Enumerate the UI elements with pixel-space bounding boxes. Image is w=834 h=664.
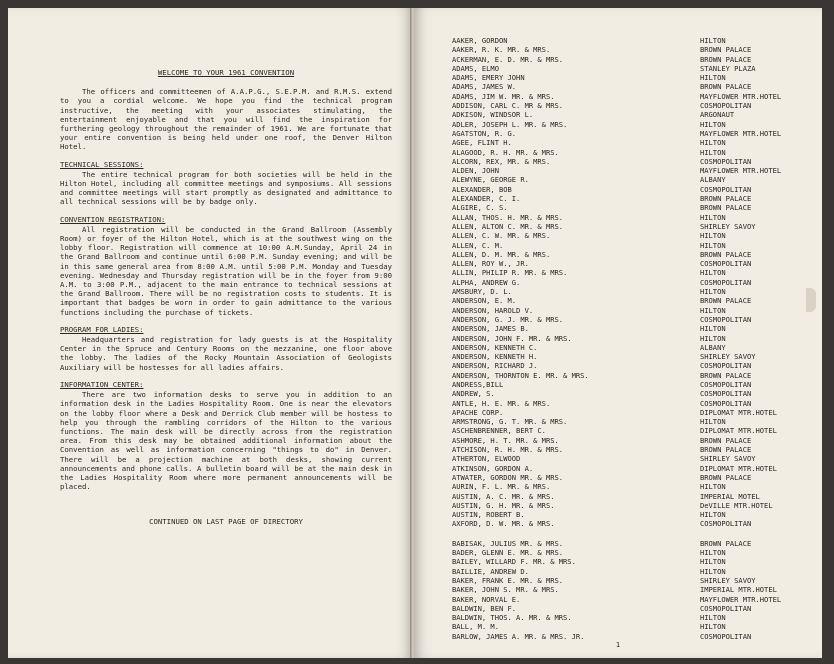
attendee-name: AGEE, FLINT H. bbox=[452, 138, 512, 148]
directory-row bbox=[452, 203, 810, 212]
hotel-name: BROWN PALACE bbox=[700, 370, 752, 380]
hotel-name: HILTON bbox=[700, 287, 726, 297]
attendee-name: BAKER, FRANK E. MR. & MRS. bbox=[452, 575, 564, 585]
hotel-name: SHIRLEY SAVOY bbox=[700, 575, 756, 585]
directory-row bbox=[452, 371, 810, 380]
directory-row bbox=[452, 92, 810, 101]
attendee-name: ALLEN, ROY W., JR. bbox=[452, 259, 529, 269]
hotel-name: IMPERIAL MOTEL bbox=[700, 491, 760, 501]
attendee-name: BALL, M. M. bbox=[452, 622, 499, 632]
directory-row bbox=[452, 157, 810, 166]
directory-row bbox=[452, 259, 810, 268]
attendee-name: ANDERSON, G. J. MR. & MRS. bbox=[452, 314, 564, 324]
hotel-name: MAYFLOWER MTR.HOTEL bbox=[700, 166, 782, 176]
hotel-name: BROWN PALACE bbox=[700, 203, 752, 213]
attendee-name: ALLEN, ALTON C. MR. & MRS. bbox=[452, 221, 564, 231]
attendee-name: ALLIN, PHILIP R. MR. & MRS. bbox=[452, 268, 568, 278]
convention-title: WELCOME TO YOUR 1961 CONVENTION bbox=[157, 68, 295, 77]
attendee-name: AUSTIN, G. H. MR. & MRS. bbox=[452, 500, 555, 510]
attendee-name: ALLEN, C. M. bbox=[452, 240, 504, 250]
attendee-name: AAKER, R. K. MR. & MRS. bbox=[452, 45, 551, 55]
page-number: 1 bbox=[615, 640, 621, 649]
hotel-name: HILTON bbox=[700, 613, 726, 623]
hotel-name: BROWN PALACE bbox=[700, 296, 752, 306]
hotel-name: COSMOPOLITAN bbox=[700, 631, 752, 641]
directory-row bbox=[452, 324, 810, 333]
intro-paragraph: The officers and committeemen of A.A.P.G., S.E.P.M. and R.M.S. extend to you a cordial welcome. We hope you find the technical program instructive, the meeting with your associates stimulating, the entertainment enjoyable and that you will find the inspiration for furthering geology throughout the remainder of 1961. We are fortunate that your entire convention is being held under one roof, the Denver Hilton Hotel. bbox=[60, 87, 392, 152]
attendee-name: ALLAN, THOS. H. MR. & MRS. bbox=[452, 212, 564, 222]
attendee-name: ANDERSON, E. M. bbox=[452, 296, 517, 306]
section-text-information: There are two information desks to serve you in addition to an information desk in the Ladies Hospitality Room. One is near the elevators on the lobby floor where a Desk and Derrick Club member will be hostess to help you through the rambling corridors of the Hilton to the various functions. The main desk will be directly across from the registration area. From this desk may be obtained additional information about the Convention as well as information concerning "things to do" in Denver. There will be a projection machine at both desks, showing current announcements and phone calls. A bulletin board will be at the main desk in the Ladies Hospitality Room where more permanent announcements will be placed. bbox=[60, 390, 392, 492]
attendee-name: ALEXANDER, BOB bbox=[452, 184, 512, 194]
directory-row bbox=[452, 613, 810, 622]
hotel-name: BROWN PALACE bbox=[700, 538, 752, 548]
directory-row bbox=[452, 622, 810, 631]
section-text-ladies: Headquarters and registration for lady guests is at the Hospitality Center in the Spruce and Century Rooms on the mezzanine, one floor above the lobby. The ladies of the Rocky Mountain Association of Geologists Auxiliary will be hostesses for all ladies affairs. bbox=[60, 335, 392, 372]
hotel-name: BROWN PALACE bbox=[700, 45, 752, 55]
hotel-name: HILTON bbox=[700, 147, 726, 157]
right-page bbox=[414, 8, 822, 658]
attendee-name: ADAMS, EMERY JOHN bbox=[452, 73, 525, 83]
directory-row bbox=[452, 334, 810, 343]
directory-row bbox=[452, 595, 810, 604]
attendee-name: BALDWIN, BEN F. bbox=[452, 603, 517, 613]
directory-row bbox=[452, 213, 810, 222]
directory-row bbox=[452, 185, 810, 194]
directory-row bbox=[452, 241, 810, 250]
attendee-name: ADAMS, JIM W. MR. & MRS. bbox=[452, 91, 555, 101]
directory-row bbox=[452, 166, 810, 175]
hotel-name: BROWN PALACE bbox=[700, 54, 752, 64]
hotel-name: STANLEY PLAZA bbox=[700, 63, 756, 73]
directory-row bbox=[452, 548, 810, 557]
attendee-name: ANDERSON, HAROLD V. bbox=[452, 305, 534, 315]
continued-footer: CONTINUED ON LAST PAGE OF DIRECTORY bbox=[149, 517, 303, 527]
directory-row bbox=[452, 110, 810, 119]
directory-row bbox=[452, 268, 810, 277]
hotel-name: HILTON bbox=[700, 305, 726, 315]
directory-row bbox=[452, 138, 810, 147]
directory-row bbox=[452, 296, 810, 305]
attendee-name: BALDWIN, THOS. A. MR. & MRS. bbox=[452, 613, 572, 623]
directory-row bbox=[452, 501, 810, 510]
hotel-name: BROWN PALACE bbox=[700, 249, 752, 259]
attendee-name: ARMSTRONG, G. T. MR. & MRS. bbox=[452, 417, 568, 427]
hotel-name: HILTON bbox=[700, 324, 726, 334]
hotel-name: BROWN PALACE bbox=[700, 435, 752, 445]
hotel-name: COSMOPOLITAN bbox=[700, 361, 752, 371]
directory-row bbox=[452, 222, 810, 231]
hotel-name: BROWN PALACE bbox=[700, 194, 752, 204]
directory-row bbox=[452, 101, 810, 110]
hotel-name: COSMOPOLITAN bbox=[700, 389, 752, 399]
section-text-registration: All registration will be conducted in the Grand Ballroom (Assembly Room) or foyer of the Hilton Hotel, which is at the southwest wing on the lobby floor. Registration will commence at 10:00 A.M.Sunday, April 24 in the Grand Ballroom and continue until 6:00 P.M. Sunday evening; and will be in this same general area from 8:00 A.M. until 5:00 P.M. Monday and Tuesday evening. Wednesday and Thursday registration will be in the foyer from 9:00 A.M. to 3:00 P.M., adjacent to the main entrance to technical sessions at the Grand Ballroom. There will be no registration costs to students. It is important that badges be worn in order to gain admittance to the various functions including the purchase of tickets. bbox=[60, 224, 392, 317]
attendee-name: ALLEN, C. W. MR. & MRS. bbox=[452, 231, 551, 241]
hotel-name: DIPLOMAT MTR.HOTEL bbox=[700, 407, 777, 417]
directory-row bbox=[452, 604, 810, 613]
hotel-name: HILTON bbox=[700, 548, 726, 558]
hotel-name: HILTON bbox=[700, 482, 726, 492]
attendee-name: ALDEN, JOHN bbox=[452, 166, 499, 176]
hotel-name: SHIRLEY SAVOY bbox=[700, 221, 756, 231]
hotel-name: COSMOPOLITAN bbox=[700, 184, 752, 194]
directory-row bbox=[452, 576, 810, 585]
hotel-name: DIPLOMAT MTR.HOTEL bbox=[700, 426, 777, 436]
directory-row bbox=[452, 73, 810, 82]
directory-row bbox=[452, 539, 810, 548]
attendee-name: ANDREW, S. bbox=[452, 389, 495, 399]
directory-row bbox=[452, 454, 810, 463]
group-separator bbox=[452, 529, 810, 539]
hotel-name: HILTON bbox=[700, 622, 726, 632]
hotel-name: SHIRLEY SAVOY bbox=[700, 454, 756, 464]
attendee-name: ALAGOOD, R. H. MR. & MRS. bbox=[452, 147, 559, 157]
attendee-name: ATHERTON, ELWOOD bbox=[452, 454, 521, 464]
attendee-name: ALPHA, ANDREW G. bbox=[452, 277, 521, 287]
directory-row bbox=[452, 492, 810, 501]
directory-row bbox=[452, 482, 810, 491]
attendee-name: ADLER, JOSEPH L. MR. & MRS. bbox=[452, 119, 568, 129]
hotel-name: HILTON bbox=[700, 268, 726, 278]
section-heading-registration: CONVENTION REGISTRATION: bbox=[60, 214, 166, 224]
directory-row bbox=[452, 436, 810, 445]
directory-row bbox=[452, 380, 810, 389]
hotel-name: COSMOPOLITAN bbox=[700, 379, 752, 389]
directory-row bbox=[452, 399, 810, 408]
directory-row bbox=[452, 519, 810, 528]
attendee-name: ADAMS, JAMES W. bbox=[452, 82, 517, 92]
directory-row bbox=[452, 250, 810, 259]
directory-row bbox=[452, 632, 810, 641]
attendee-name: BAILEY, WILLARD F. MR. & MRS. bbox=[452, 557, 576, 567]
directory-row bbox=[452, 315, 810, 324]
hotel-name: COSMOPOLITAN bbox=[700, 398, 752, 408]
attendee-name: AUSTIN, ROBERT B. bbox=[452, 510, 525, 520]
directory-row bbox=[452, 352, 810, 361]
directory-group-a bbox=[452, 36, 810, 529]
hotel-name: HILTON bbox=[700, 417, 726, 427]
attendee-name: ATWATER, GORDON MR. & MRS. bbox=[452, 472, 564, 482]
directory-row bbox=[452, 64, 810, 73]
section-text-technical: The entire technical program for both societies will be held in the Hilton Hotel, including all committee meetings and symposiums. All sessions and committee meetings will start promptly as designated and admittance to all technical sessions will be by badge only. bbox=[60, 169, 392, 207]
hotel-name: MAYFLOWER MTR.HOTEL bbox=[700, 128, 782, 138]
directory-group-b bbox=[452, 539, 810, 641]
hotel-name: SHIRLEY SAVOY bbox=[700, 352, 756, 362]
directory-row bbox=[452, 464, 810, 473]
hotel-name: HILTON bbox=[700, 240, 726, 250]
directory-row bbox=[452, 82, 810, 91]
attendee-name: AURIN, F. L. MR. & MRS. bbox=[452, 482, 551, 492]
directory-row bbox=[452, 445, 810, 454]
attendee-name: ANDERSON, THORNTON E. MR. & MRS. bbox=[452, 370, 589, 380]
section-heading-ladies: PROGRAM FOR LADIES: bbox=[60, 324, 144, 334]
attendee-name: ANDRESS,BILL bbox=[452, 379, 504, 389]
hotel-name: HILTON bbox=[700, 73, 726, 83]
directory-row bbox=[452, 473, 810, 482]
attendee-name: ADKISON, WINDSOR L. bbox=[452, 110, 534, 120]
page-tab bbox=[806, 288, 816, 312]
attendee-name: ALEWYNE, GEORGE R. bbox=[452, 175, 529, 185]
section-heading-technical: TECHNICAL SESSIONS: bbox=[60, 159, 144, 169]
directory-row bbox=[452, 55, 810, 64]
attendee-name: ALEXANDER, C. I. bbox=[452, 194, 521, 204]
directory-row bbox=[452, 585, 810, 594]
hotel-name: HILTON bbox=[700, 138, 726, 148]
directory-row bbox=[452, 36, 810, 45]
attendee-name: ANDERSON, KENNETH C. bbox=[452, 342, 538, 352]
hotel-name: ALBANY bbox=[700, 342, 726, 352]
directory-row bbox=[452, 306, 810, 315]
attendee-name: ALLEN, D. M. MR. & MRS. bbox=[452, 249, 551, 259]
attendee-name: BARLOW, JAMES A. MR. & MRS. JR. bbox=[452, 631, 585, 641]
attendee-name: AXFORD, D. W. MR. & MRS. bbox=[452, 519, 555, 529]
hotel-name: HILTON bbox=[700, 510, 726, 520]
hotel-name: IMPERIAL MTR.HOTEL bbox=[700, 585, 777, 595]
section-heading-information: INFORMATION CENTER: bbox=[60, 379, 144, 389]
directory-row bbox=[452, 343, 810, 352]
hotel-name: BROWN PALACE bbox=[700, 445, 752, 455]
directory-row bbox=[452, 389, 810, 398]
attendee-name: ATCHISON, R. H. MR. & MRS. bbox=[452, 445, 564, 455]
directory-row bbox=[452, 231, 810, 240]
hotel-name: BROWN PALACE bbox=[700, 472, 752, 482]
hotel-name: COSMOPOLITAN bbox=[700, 101, 752, 111]
attendee-name: ASCHENBRENNER, BERT C. bbox=[452, 426, 546, 436]
attendee-name: AUSTIN, A. C. MR. & MRS. bbox=[452, 491, 555, 501]
directory-row bbox=[452, 278, 810, 287]
attendee-name: ACKERMAN, E. D. MR. & MRS. bbox=[452, 54, 564, 64]
hotel-name: COSMOPOLITAN bbox=[700, 156, 752, 166]
directory-row bbox=[452, 408, 810, 417]
attendee-name: BAKER, NORVAL E. bbox=[452, 594, 521, 604]
hotel-name: COSMOPOLITAN bbox=[700, 277, 752, 287]
attendee-name: AAKER, GORDON bbox=[452, 36, 508, 45]
hotel-name: HILTON bbox=[700, 333, 726, 343]
directory-row bbox=[452, 194, 810, 203]
left-page bbox=[8, 8, 412, 658]
hotel-name: COSMOPOLITAN bbox=[700, 314, 752, 324]
hotel-name: ALBANY bbox=[700, 175, 726, 185]
attendee-name: BAILLIE, ANDREW D. bbox=[452, 566, 529, 576]
attendee-name: ANDERSON, JOHN F. MR. & MRS. bbox=[452, 333, 572, 343]
directory-row bbox=[452, 287, 810, 296]
attendee-name: ANDERSON, RICHARD J. bbox=[452, 361, 538, 371]
attendee-name: ATKINSON, GORDON A. bbox=[452, 463, 534, 473]
directory-row bbox=[452, 45, 810, 54]
directory-row bbox=[452, 120, 810, 129]
attendee-name: AGATSTON, R. G. bbox=[452, 128, 517, 138]
attendee-name: ALGIRE, C. S. bbox=[452, 203, 508, 213]
attendee-name: ANTLE, H. E. MR. & MRS. bbox=[452, 398, 551, 408]
directory-row bbox=[452, 417, 810, 426]
attendee-name: BABISAK, JULIUS MR. & MRS. bbox=[452, 538, 564, 548]
attendee-name: BAKER, JOHN S. MR. & MRS. bbox=[452, 585, 559, 595]
hotel-name: COSMOPOLITAN bbox=[700, 259, 752, 269]
hotel-name: MAYFLOWER MTR.HOTEL bbox=[700, 594, 782, 604]
directory-row bbox=[452, 129, 810, 138]
attendee-name: AMSBURY, D. L. bbox=[452, 287, 512, 297]
directory-row bbox=[452, 567, 810, 576]
hotel-name: HILTON bbox=[700, 566, 726, 576]
hotel-name: COSMOPOLITAN bbox=[700, 603, 752, 613]
hotel-name: HILTON bbox=[700, 119, 726, 129]
directory-row bbox=[452, 426, 810, 435]
hotel-name: BROWN PALACE bbox=[700, 82, 752, 92]
directory-row bbox=[452, 361, 810, 370]
directory-row bbox=[452, 175, 810, 184]
hotel-name: COSMOPOLITAN bbox=[700, 519, 752, 529]
hotel-name: HILTON bbox=[700, 231, 726, 241]
directory-row bbox=[452, 148, 810, 157]
hotel-name: DeVILLE MTR.HOTEL bbox=[700, 500, 773, 510]
attendee-name: ASHMORE, H. T. MR. & MRS. bbox=[452, 435, 559, 445]
attendee-name: ADAMS, ELMO bbox=[452, 63, 499, 73]
attendee-name: APACHE CORP. bbox=[452, 407, 504, 417]
directory-row bbox=[452, 557, 810, 566]
attendee-name: ADDISON, CARL C. MR & MRS. bbox=[452, 101, 564, 111]
attendee-name: BADER, GLENN E. MR. & MRS. bbox=[452, 548, 564, 558]
hotel-name: HILTON bbox=[700, 212, 726, 222]
hotel-name: MAYFLOWER MTR.HOTEL bbox=[700, 91, 782, 101]
hotel-name: ARGONAUT bbox=[700, 110, 735, 120]
directory-row bbox=[452, 510, 810, 519]
hotel-name: HILTON bbox=[700, 557, 726, 567]
attendee-name: ANDERSON, JAMES B. bbox=[452, 324, 529, 334]
hotel-name: DIPLOMAT MTR.HOTEL bbox=[700, 463, 777, 473]
hotel-name: HILTON bbox=[700, 36, 726, 45]
attendee-name: ANDERSON, KENNETH H. bbox=[452, 352, 538, 362]
attendee-name: ALCORN, REX, MR. & MRS. bbox=[452, 156, 551, 166]
